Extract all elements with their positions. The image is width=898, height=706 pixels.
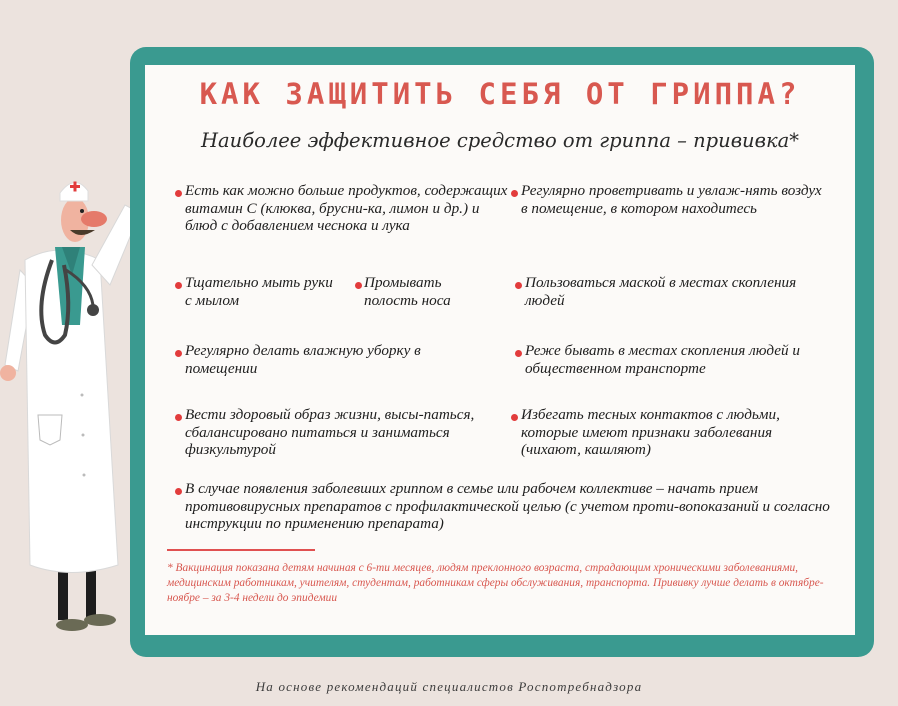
footnote: * Вакцинация показана детям начиная с 6-ти месяцев, людям преклонного возраста, страдающим хроническими заболеваниями, медицинским работникам, учителям, студентам, работникам сферы обслуживания, транспорта. Прививку лучше делать в октябре-ноябре – за 3-4 недели до эпидемии (167, 562, 824, 604)
doctor-illustration (0, 175, 150, 645)
footnote-divider (167, 549, 315, 551)
page-subtitle: Наиболее эффективное средство от гриппа – прививка* (201, 129, 799, 152)
bullet-icon (175, 190, 182, 197)
bullet-icon (175, 350, 182, 357)
bullet-icon (355, 282, 362, 289)
bullet-icon (515, 282, 522, 289)
bullet-icon (515, 350, 522, 357)
bullet-icon (175, 282, 182, 289)
bullet-icon (175, 488, 182, 495)
tip-item: Регулярно делать влажную уборку в помещении (185, 342, 421, 377)
tip-item: Пользоваться маской в местах скопления людей (525, 274, 797, 309)
tip-item: Регулярно проветривать и увлаж-нять воздух в помещение, в котором находитесь (521, 182, 822, 217)
tip-item: Есть как можно больше продуктов, содержащих витамин С (клюква, брусни-ка, лимон и др.) и блюд с добавлением чеснока и лука (185, 182, 508, 235)
tip-item: Избегать тесных контактов с людьми, которые имеют признаки заболевания (чихают, кашляют) (521, 406, 780, 459)
page-title: КАК ЗАЩИТИТЬ СЕБЯ ОТ ГРИППА? (199, 77, 801, 111)
bullet-icon (511, 414, 518, 421)
source-caption: На основе рекомендаций специалистов Роспотребнадзора (255, 679, 643, 694)
tip-item: Вести здоровый образ жизни, высы-паться, сбалансировано питаться и заниматься физкультурой (185, 406, 475, 459)
bullet-icon (511, 190, 518, 197)
info-panel (145, 65, 855, 635)
bullet-icon (175, 414, 182, 421)
tip-item: Тщательно мыть руки с мылом (185, 274, 333, 309)
tip-item: В случае появления заболевших гриппом в семье или рабочем коллективе – начать прием противовирусных препаратов с профилактической целью (с учетом проти-вопоказаний и согласно инструкции по применению препарата) (185, 480, 830, 533)
tip-item: Промывать полость носа (364, 274, 451, 309)
tip-item: Реже бывать в местах скопления людей и общественном транспорте (525, 342, 800, 377)
